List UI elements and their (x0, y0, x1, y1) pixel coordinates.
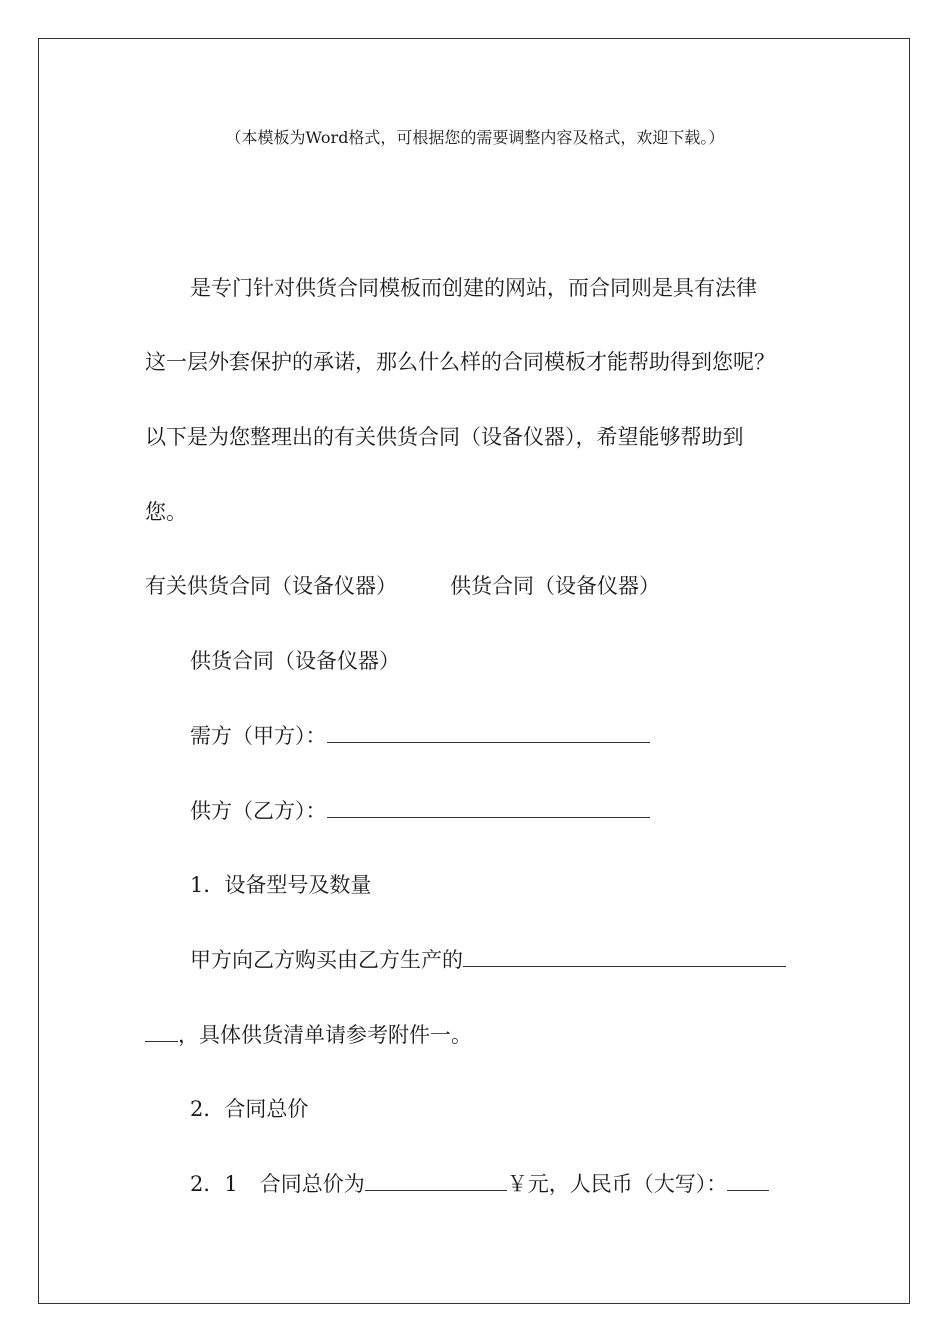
buyer-blank[interactable] (327, 724, 650, 743)
section-2-1-number: 2．1 (190, 1172, 238, 1196)
equipment-blank[interactable] (463, 948, 786, 967)
section-1-text: 甲方向乙方购买由乙方生产的 (190, 948, 463, 972)
section-2-1 (190, 1169, 769, 1199)
equipment-blank-cont[interactable] (145, 1023, 178, 1042)
section-2-1-text: 合同总价为 (259, 1172, 365, 1196)
intro-line-1: 是专门针对供货合同模板而创建的网站，而合同则是具有法律 (190, 276, 757, 300)
price-blank[interactable] (365, 1172, 507, 1191)
section-1-body (190, 945, 786, 975)
seller-row (190, 796, 650, 826)
page-border (38, 38, 910, 1304)
section-2-1-mid: ￥元，人民币（大写）： (506, 1172, 728, 1196)
section-1-cont-text: ，具体供货清单请参考附件一。 (178, 1023, 472, 1047)
headline (145, 571, 660, 601)
section-2-title: 2．合同总价 (190, 1097, 309, 1121)
intro-line-3: 以下是为您整理出的有关供货合同（设备仪器），希望能够帮助到 (145, 425, 744, 449)
intro-line-4: 您。 (145, 500, 187, 524)
headline-left: 有关供货合同（设备仪器） (145, 574, 397, 598)
template-note: （本模板为Word格式，可根据您的需要调整内容及格式，欢迎下载。） (225, 128, 725, 147)
buyer-label: 需方（甲方）： (190, 724, 327, 748)
section-1-continuation (145, 1020, 472, 1050)
buyer-row (190, 721, 650, 751)
section-1-title: 1．设备型号及数量 (190, 873, 372, 897)
headline-right: 供货合同（设备仪器） (450, 574, 660, 598)
seller-blank[interactable] (327, 799, 650, 818)
contract-title: 供货合同（设备仪器） (190, 649, 400, 673)
price-words-blank[interactable] (727, 1172, 769, 1191)
seller-label: 供方（乙方）： (190, 799, 327, 823)
intro-line-2: 这一层外套保护的承诺，那么什么样的合同模板才能帮助得到您呢？ (145, 350, 775, 374)
